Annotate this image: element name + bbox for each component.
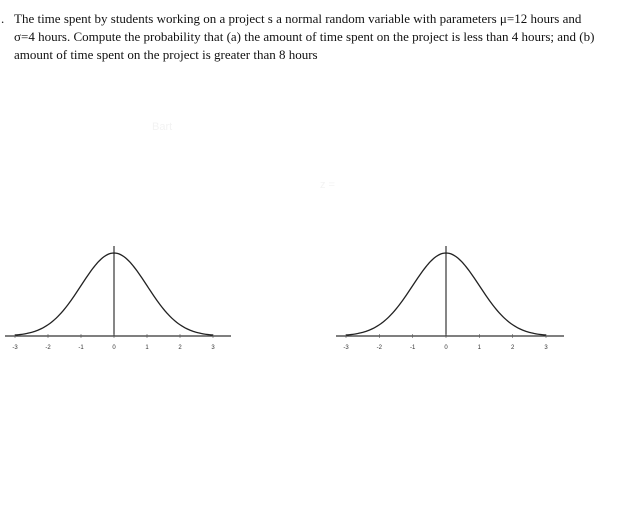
x-tick-label: -2 <box>376 345 383 351</box>
x-tick-label: 2 <box>178 345 182 351</box>
x-tick-label: -1 <box>409 345 416 351</box>
x-tick-label: 1 <box>145 345 149 351</box>
normal-curve-left <box>5 246 231 351</box>
problem-line-2: σ=4 hours. Compute the probability that (a) the amount of time spent on the project is less than 4 hours; and (b) <box>14 29 595 44</box>
faint-mark-right: z = <box>320 179 335 191</box>
problem-line-3: amount of time spent on the project is greater than 8 hours <box>14 47 318 62</box>
x-tick-label: -2 <box>45 345 51 351</box>
x-tick-label: 1 <box>477 345 482 351</box>
faint-mark-left: Bart <box>152 121 173 133</box>
x-tick-label: -1 <box>78 345 84 351</box>
x-tick-label: 2 <box>510 345 515 351</box>
x-tick-label: 0 <box>444 345 448 351</box>
list-bullet: . <box>1 11 5 26</box>
problem-line-1: The time spent by students working on a project s a normal random variable with parameters μ=12 hours and <box>14 11 582 26</box>
x-tick-label: 0 <box>112 345 116 351</box>
x-tick-label: 3 <box>544 345 548 351</box>
x-tick-label: -3 <box>12 345 18 351</box>
x-tick-label: 3 <box>211 345 215 351</box>
x-tick-label: -3 <box>343 345 349 351</box>
normal-curve-right <box>336 246 564 351</box>
